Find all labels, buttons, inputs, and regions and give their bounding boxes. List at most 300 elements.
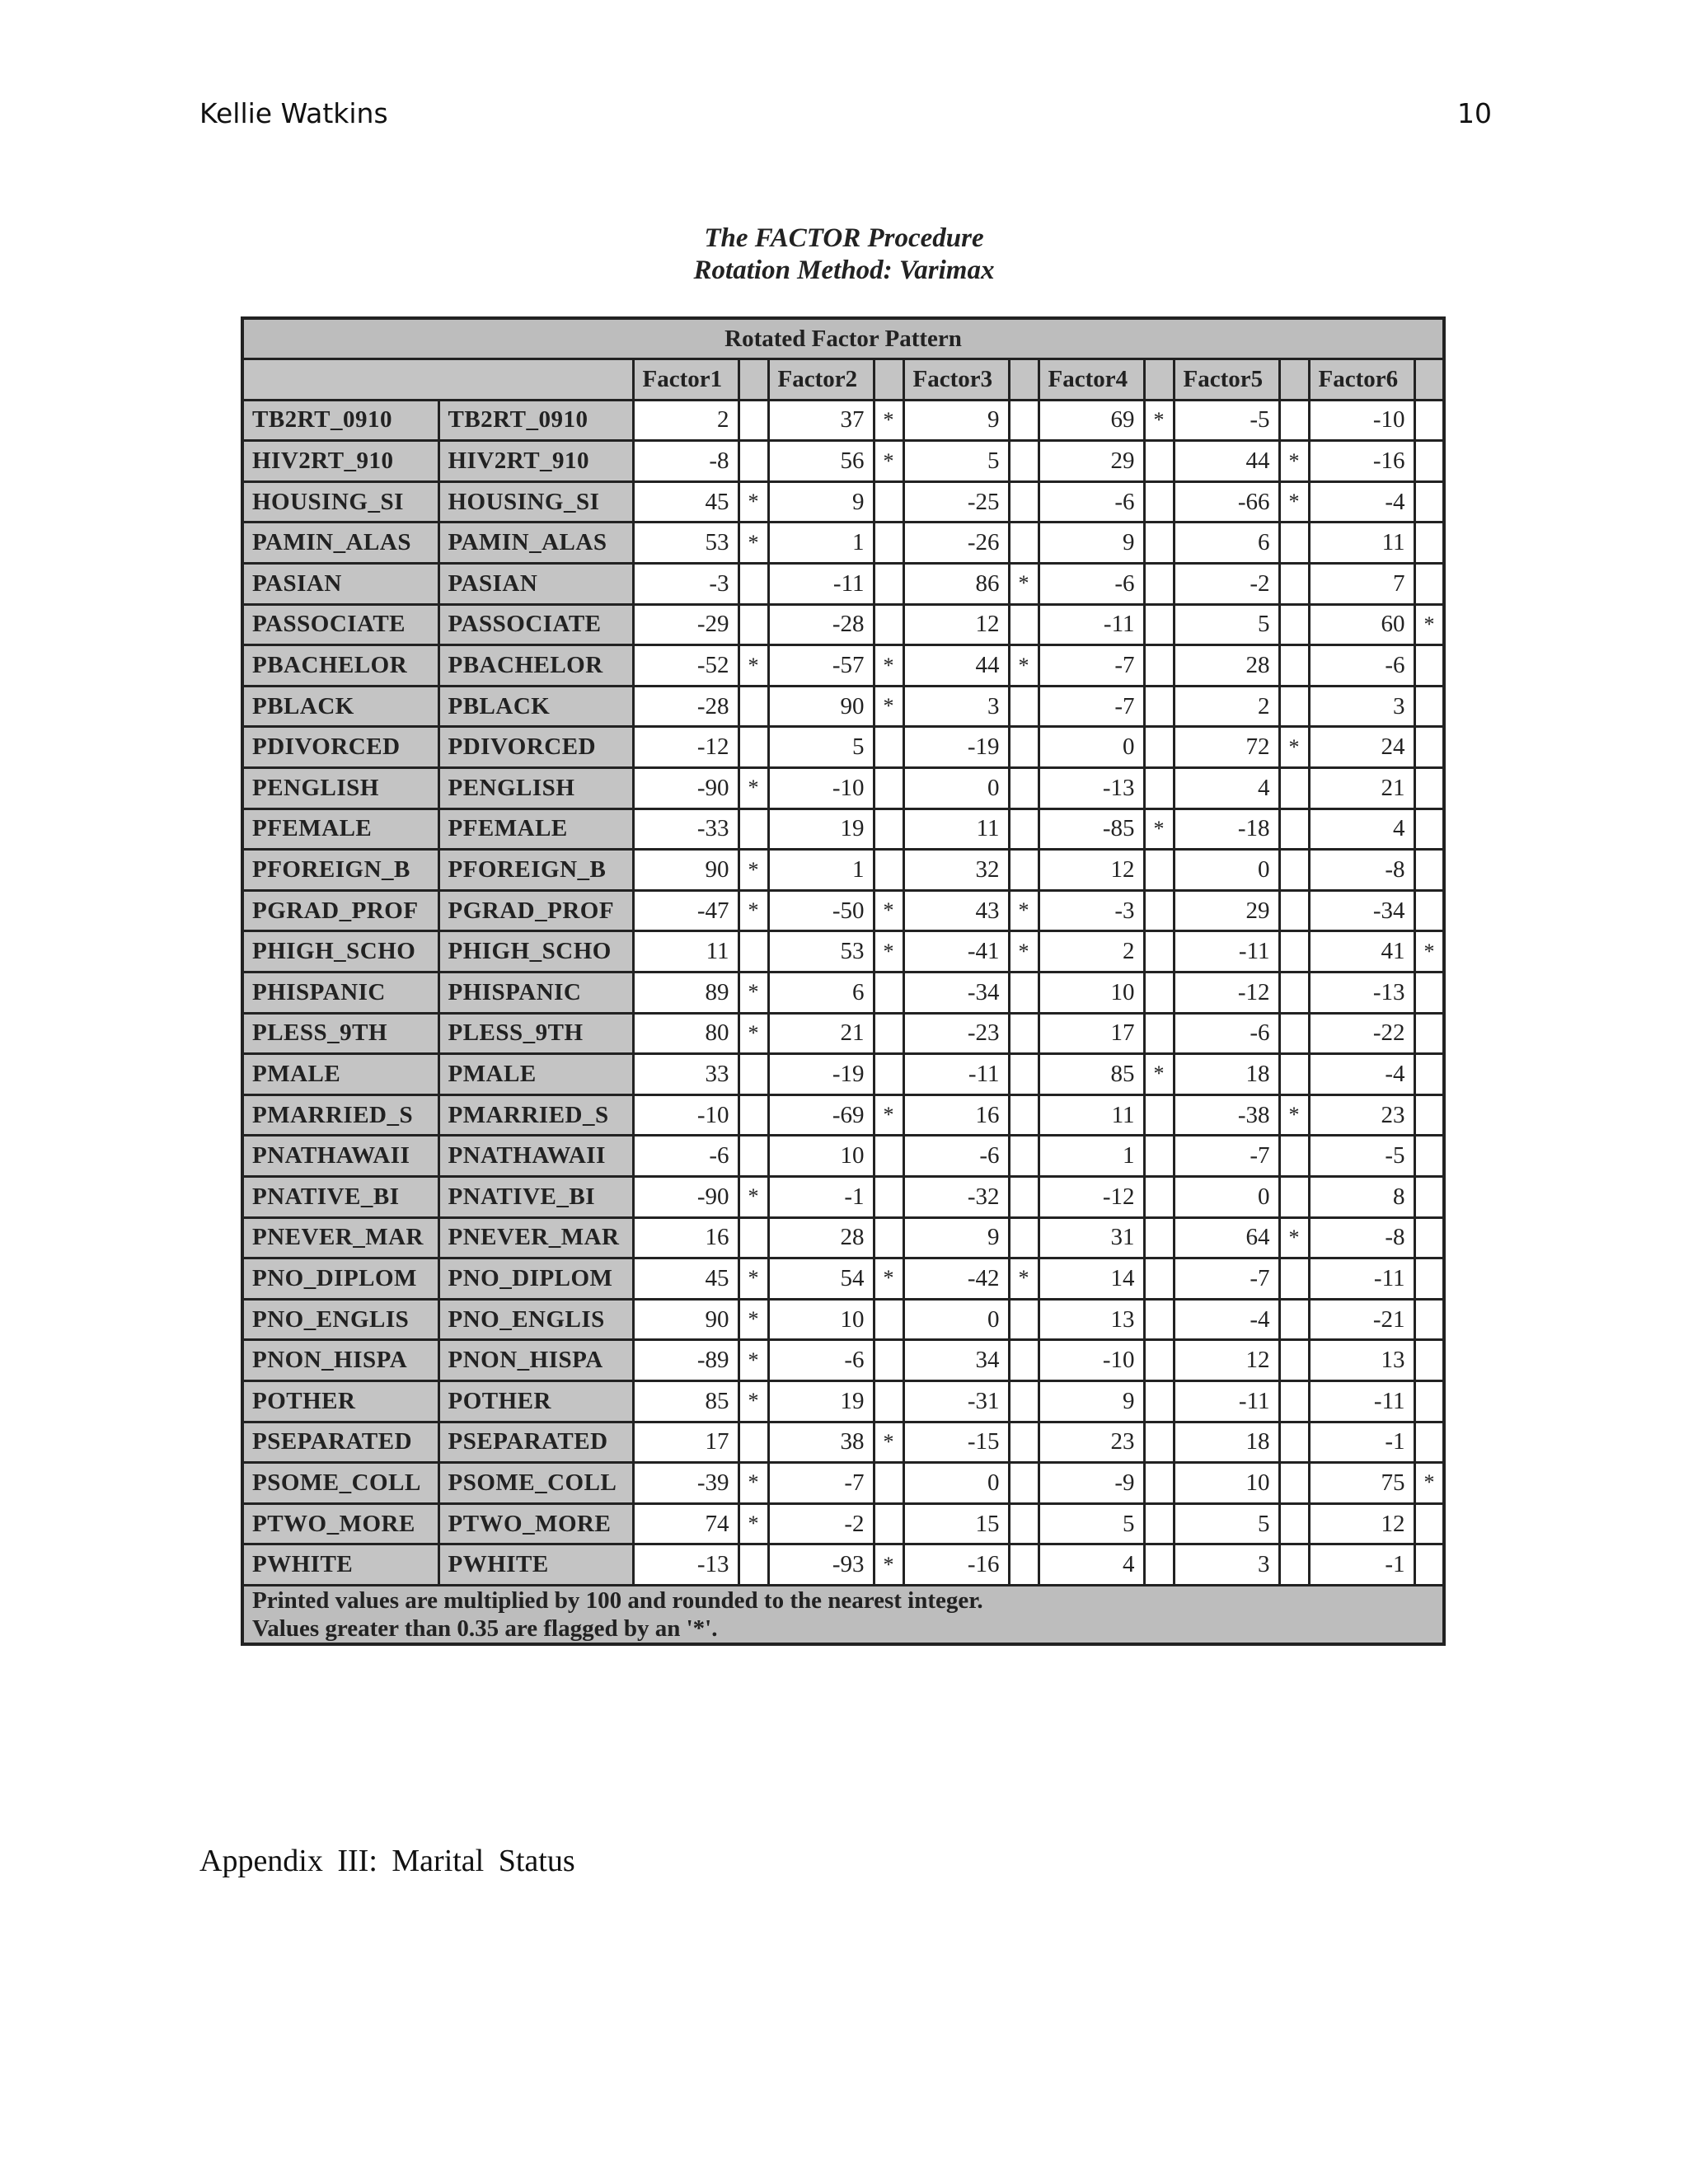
factor-loading: -7 [1039, 645, 1144, 687]
factor-loading: 54 [768, 1258, 874, 1300]
factor-loading: -1 [1309, 1422, 1414, 1463]
flag-marker: * [738, 1340, 768, 1381]
flag-marker [738, 564, 768, 605]
factor-loading: -8 [633, 441, 738, 482]
factor-loading: 0 [903, 1463, 1009, 1504]
factor-loading: 1 [768, 850, 874, 891]
flag-marker [1144, 1258, 1174, 1300]
table-caption: Rotated Factor Pattern [242, 318, 1444, 359]
flag-marker [1414, 1422, 1444, 1463]
variable-label: PNATHAWAII [438, 1136, 633, 1177]
flag-marker [1144, 1176, 1174, 1217]
flag-marker [1279, 1013, 1309, 1054]
factor-loading: -10 [633, 1094, 738, 1136]
flag-marker [1414, 1340, 1444, 1381]
flag-marker [1279, 1422, 1309, 1463]
factor-loading: -12 [1174, 972, 1279, 1014]
factor-loading: 1 [1039, 1136, 1144, 1177]
flag-marker [1009, 400, 1039, 441]
factor-loading: -66 [1174, 481, 1279, 523]
factor-loading: -32 [903, 1176, 1009, 1217]
flag-marker: * [738, 1299, 768, 1340]
variable-name: PSEPARATED [242, 1422, 438, 1463]
factor-loading: -6 [1309, 645, 1414, 687]
factor-loading: -18 [1174, 808, 1279, 850]
flag-marker [1009, 1299, 1039, 1340]
factor-loading: 3 [1174, 1544, 1279, 1586]
column-header: Factor4 [1039, 359, 1144, 401]
variable-name: PNON_HISPA [242, 1340, 438, 1381]
factor-loading: -23 [903, 1013, 1009, 1054]
flag-marker [1414, 768, 1444, 809]
factor-loading: -90 [633, 1176, 738, 1217]
factor-loading: 9 [903, 400, 1009, 441]
factor-loading: -34 [1309, 890, 1414, 931]
flag-marker: * [1279, 727, 1309, 768]
factor-loading: 24 [1309, 727, 1414, 768]
flag-marker [1144, 1340, 1174, 1381]
factor-loading: 0 [1039, 727, 1144, 768]
factor-loading: -6 [768, 1340, 874, 1381]
flag-marker: * [738, 1380, 768, 1422]
factor-loading: 11 [903, 808, 1009, 850]
factor-loading: 3 [903, 686, 1009, 727]
flag-marker [1279, 1380, 1309, 1422]
flag-marker [874, 1217, 903, 1258]
page-number: 10 [1457, 97, 1492, 129]
table-row [242, 481, 1444, 523]
flag-marker [874, 604, 903, 645]
flag-marker [1279, 1176, 1309, 1217]
factor-loading: 2 [1174, 686, 1279, 727]
factor-loading: 0 [903, 768, 1009, 809]
factor-loading: 32 [903, 850, 1009, 891]
factor-loading: -4 [1309, 1054, 1414, 1095]
flag-marker [1414, 972, 1444, 1014]
flag-marker: * [738, 645, 768, 687]
flag-marker [874, 481, 903, 523]
factor-loading: 5 [1174, 604, 1279, 645]
factor-loading: 5 [1039, 1503, 1144, 1544]
factor-loading: -25 [903, 481, 1009, 523]
flag-marker: * [874, 1422, 903, 1463]
flag-marker [1009, 850, 1039, 891]
flag-marker [738, 1544, 768, 1586]
variable-label: PBACHELOR [438, 645, 633, 687]
factor-loading: -11 [1309, 1380, 1414, 1422]
factor-loading: 4 [1174, 768, 1279, 809]
flag-marker [1144, 727, 1174, 768]
flag-marker: * [738, 1463, 768, 1504]
flag-marker [874, 1054, 903, 1095]
variable-label: PSOME_COLL [438, 1463, 633, 1504]
flag-marker [1279, 564, 1309, 605]
variable-label: PMALE [438, 1054, 633, 1095]
column-header: Factor3 [903, 359, 1009, 401]
variable-label: PLESS_9TH [438, 1013, 633, 1054]
flag-marker [1009, 686, 1039, 727]
flag-marker [1414, 686, 1444, 727]
variable-name: PFOREIGN_B [242, 850, 438, 891]
factor-loading: -34 [903, 972, 1009, 1014]
factor-loading: 3 [1309, 686, 1414, 727]
flag-marker [874, 808, 903, 850]
table-row [242, 604, 1444, 645]
flag-marker [1414, 400, 1444, 441]
flag-marker [1009, 768, 1039, 809]
factor-loading: 12 [1309, 1503, 1414, 1544]
flag-marker [874, 1380, 903, 1422]
factor-loading: 0 [1174, 1176, 1279, 1217]
factor-loading: 33 [633, 1054, 738, 1095]
flag-marker: * [874, 645, 903, 687]
footnote-line: Values greater than 0.35 are flagged by an '*'. [252, 1615, 718, 1642]
variable-label: PMARRIED_S [438, 1094, 633, 1136]
flag-marker [738, 1054, 768, 1095]
flag-marker: * [1279, 1217, 1309, 1258]
factor-loading: -7 [1174, 1258, 1279, 1300]
factor-loading: -11 [1174, 931, 1279, 972]
table-row [242, 564, 1444, 605]
table-row [242, 1054, 1444, 1095]
factor-loading: -7 [768, 1463, 874, 1504]
table-row [242, 727, 1444, 768]
factor-loading: 9 [1039, 1380, 1144, 1422]
factor-loading: 2 [1039, 931, 1144, 972]
factor-loading: 64 [1174, 1217, 1279, 1258]
variable-name: PNATHAWAII [242, 1136, 438, 1177]
flag-marker: * [1144, 808, 1174, 850]
factor-loading: 89 [633, 972, 738, 1014]
flag-marker [738, 441, 768, 482]
table-row [242, 1299, 1444, 1340]
flag-marker [1009, 481, 1039, 523]
variable-name: PTWO_MORE [242, 1503, 438, 1544]
table-row [242, 1544, 1444, 1586]
flag-marker [738, 1217, 768, 1258]
factor-loading: -11 [903, 1054, 1009, 1095]
factor-loading: 14 [1039, 1258, 1144, 1300]
factor-loading: 31 [1039, 1217, 1144, 1258]
factor-loading: -2 [1174, 564, 1279, 605]
header-blank-cell [242, 359, 633, 401]
flag-marker [1414, 1503, 1444, 1544]
flag-marker [1144, 564, 1174, 605]
flag-column-header [1009, 359, 1039, 401]
flag-marker: * [1279, 441, 1309, 482]
flag-marker [1009, 604, 1039, 645]
variable-label: PSEPARATED [438, 1422, 633, 1463]
flag-marker: * [1279, 481, 1309, 523]
factor-loading: -11 [768, 564, 874, 605]
flag-marker [1009, 808, 1039, 850]
flag-marker [1279, 890, 1309, 931]
variable-label: PDIVORCED [438, 727, 633, 768]
factor-loading: -6 [633, 1136, 738, 1177]
variable-label: PBLACK [438, 686, 633, 727]
flag-marker [1009, 1463, 1039, 1504]
flag-marker [738, 686, 768, 727]
flag-marker [1279, 1503, 1309, 1544]
flag-marker [1144, 441, 1174, 482]
flag-marker [1009, 523, 1039, 564]
factor-loading: -21 [1309, 1299, 1414, 1340]
flag-marker [1414, 1258, 1444, 1300]
variable-label: TB2RT_0910 [438, 400, 633, 441]
flag-marker [1144, 931, 1174, 972]
variable-label: PNON_HISPA [438, 1340, 633, 1381]
factor-loading: 11 [633, 931, 738, 972]
flag-marker [1279, 768, 1309, 809]
factor-loading: 10 [768, 1299, 874, 1340]
flag-marker [1414, 1136, 1444, 1177]
flag-marker: * [738, 481, 768, 523]
flag-marker [1009, 1217, 1039, 1258]
variable-label: PASSOCIATE [438, 604, 633, 645]
factor-loading: -4 [1309, 481, 1414, 523]
flag-marker [1414, 1013, 1444, 1054]
factor-loading: 9 [1039, 523, 1144, 564]
factor-loading: -10 [1039, 1340, 1144, 1381]
table-row [242, 768, 1444, 809]
factor-loading: 29 [1174, 890, 1279, 931]
flag-marker [1414, 523, 1444, 564]
table-row [242, 400, 1444, 441]
rotated-factor-pattern-table [241, 316, 1446, 1646]
table-row [242, 523, 1444, 564]
flag-marker [874, 972, 903, 1014]
flag-marker: * [738, 1503, 768, 1544]
variable-name: PHIGH_SCHO [242, 931, 438, 972]
factor-loading: -8 [1309, 850, 1414, 891]
flag-marker [1279, 1463, 1309, 1504]
procedure-title-block [0, 223, 1688, 287]
variable-label: PASIAN [438, 564, 633, 605]
factor-loading: 5 [903, 441, 1009, 482]
factor-loading: 11 [1309, 523, 1414, 564]
factor-loading: 56 [768, 441, 874, 482]
flag-marker [738, 1422, 768, 1463]
variable-label: PENGLISH [438, 768, 633, 809]
flag-marker [874, 850, 903, 891]
appendix-heading: Appendix III: Marital Status [199, 1844, 575, 1878]
factor-loading: 7 [1309, 564, 1414, 605]
factor-loading: 75 [1309, 1463, 1414, 1504]
factor-loading: 34 [903, 1340, 1009, 1381]
factor-loading: 2 [633, 400, 738, 441]
factor-loading: 90 [633, 1299, 738, 1340]
variable-label: PFOREIGN_B [438, 850, 633, 891]
factor-loading: -47 [633, 890, 738, 931]
factor-loading: -9 [1039, 1463, 1144, 1504]
factor-loading: 85 [633, 1380, 738, 1422]
variable-name: PNO_DIPLOM [242, 1258, 438, 1300]
factor-loading: -29 [633, 604, 738, 645]
factor-loading: 13 [1039, 1299, 1144, 1340]
factor-loading: -57 [768, 645, 874, 687]
table-row [242, 890, 1444, 931]
flag-marker: * [738, 1176, 768, 1217]
flag-marker [738, 604, 768, 645]
flag-marker [1279, 808, 1309, 850]
flag-marker [874, 1463, 903, 1504]
flag-marker [1414, 645, 1444, 687]
variable-label: PHISPANIC [438, 972, 633, 1014]
factor-loading: -19 [903, 727, 1009, 768]
flag-marker [1279, 686, 1309, 727]
flag-marker [1279, 1258, 1309, 1300]
flag-marker [874, 768, 903, 809]
table-row [242, 1463, 1444, 1504]
factor-loading: -31 [903, 1380, 1009, 1422]
variable-name: HOUSING_SI [242, 481, 438, 523]
flag-marker [1414, 727, 1444, 768]
variable-label: PAMIN_ALAS [438, 523, 633, 564]
flag-marker [1279, 850, 1309, 891]
flag-marker [738, 1136, 768, 1177]
table-row [242, 1136, 1444, 1177]
variable-name: PHISPANIC [242, 972, 438, 1014]
flag-marker [738, 1094, 768, 1136]
factor-loading: -33 [633, 808, 738, 850]
flag-marker [1144, 686, 1174, 727]
flag-marker [874, 727, 903, 768]
flag-marker: * [738, 523, 768, 564]
flag-marker: * [738, 768, 768, 809]
factor-loading: 0 [1174, 850, 1279, 891]
factor-loading: -13 [633, 1544, 738, 1586]
table-row [242, 808, 1444, 850]
factor-loading: -5 [1309, 1136, 1414, 1177]
variable-name: PNATIVE_BI [242, 1176, 438, 1217]
factor-loading: 17 [633, 1422, 738, 1463]
factor-loading: -52 [633, 645, 738, 687]
variable-name: PAMIN_ALAS [242, 523, 438, 564]
variable-name: PSOME_COLL [242, 1463, 438, 1504]
table-row [242, 1380, 1444, 1422]
factor-loading: 72 [1174, 727, 1279, 768]
factor-loading: -11 [1039, 604, 1144, 645]
factor-loading: -42 [903, 1258, 1009, 1300]
flag-marker: * [1144, 1054, 1174, 1095]
variable-name: PMALE [242, 1054, 438, 1095]
footnote-line: Printed values are multiplied by 100 and rounded to the nearest integer. [252, 1586, 983, 1614]
flag-marker [1009, 1544, 1039, 1586]
factor-loading: 12 [1039, 850, 1144, 891]
flag-column-header [874, 359, 903, 401]
flag-marker [1144, 1422, 1174, 1463]
flag-marker: * [1414, 931, 1444, 972]
factor-loading: 29 [1039, 441, 1144, 482]
flag-marker [1414, 1299, 1444, 1340]
flag-marker: * [874, 441, 903, 482]
flag-marker: * [1414, 1463, 1444, 1504]
flag-marker [1414, 1544, 1444, 1586]
flag-marker [1414, 1054, 1444, 1095]
factor-loading: 9 [768, 481, 874, 523]
factor-loading: 19 [768, 808, 874, 850]
table-row [242, 441, 1444, 482]
factor-loading: 1 [768, 523, 874, 564]
flag-marker [738, 808, 768, 850]
factor-loading: 37 [768, 400, 874, 441]
factor-loading: 17 [1039, 1013, 1144, 1054]
flag-marker [1414, 808, 1444, 850]
column-header: Factor5 [1174, 359, 1279, 401]
factor-loading: -6 [1039, 481, 1144, 523]
flag-column-header [1279, 359, 1309, 401]
factor-loading: -19 [768, 1054, 874, 1095]
factor-loading: -10 [1309, 400, 1414, 441]
factor-loading: 16 [903, 1094, 1009, 1136]
flag-marker [1144, 1299, 1174, 1340]
factor-loading: -22 [1309, 1013, 1414, 1054]
flag-marker [1144, 604, 1174, 645]
flag-marker [1009, 1013, 1039, 1054]
factor-loading: 4 [1309, 808, 1414, 850]
factor-loading: 85 [1039, 1054, 1144, 1095]
flag-marker: * [874, 686, 903, 727]
variable-label: PTWO_MORE [438, 1503, 633, 1544]
factor-loading: 15 [903, 1503, 1009, 1544]
variable-label: POTHER [438, 1380, 633, 1422]
factor-loading: 74 [633, 1503, 738, 1544]
factor-loading: -38 [1174, 1094, 1279, 1136]
flag-marker [1414, 890, 1444, 931]
flag-marker [1009, 1422, 1039, 1463]
factor-loading: -2 [768, 1503, 874, 1544]
flag-marker: * [738, 850, 768, 891]
factor-loading: 21 [1309, 768, 1414, 809]
variable-name: PLESS_9TH [242, 1013, 438, 1054]
flag-marker [1279, 1340, 1309, 1381]
flag-marker [1279, 972, 1309, 1014]
factor-loading: -11 [1309, 1258, 1414, 1300]
flag-marker [1279, 400, 1309, 441]
factor-loading: 12 [903, 604, 1009, 645]
factor-loading: 18 [1174, 1422, 1279, 1463]
variable-name: PWHITE [242, 1544, 438, 1586]
flag-marker: * [738, 890, 768, 931]
factor-loading: 10 [1174, 1463, 1279, 1504]
column-header: Factor2 [768, 359, 874, 401]
factor-loading: -11 [1174, 1380, 1279, 1422]
factor-loading: 16 [633, 1217, 738, 1258]
factor-loading: 41 [1309, 931, 1414, 972]
flag-marker: * [738, 972, 768, 1014]
factor-loading: 28 [1174, 645, 1279, 687]
flag-marker: * [1009, 1258, 1039, 1300]
flag-marker [1414, 1217, 1444, 1258]
variable-label: PGRAD_PROF [438, 890, 633, 931]
flag-marker [1279, 645, 1309, 687]
factor-loading: 53 [768, 931, 874, 972]
table-row [242, 850, 1444, 891]
flag-marker: * [738, 1013, 768, 1054]
flag-marker [1144, 1136, 1174, 1177]
flag-marker [1009, 1176, 1039, 1217]
table-row [242, 686, 1444, 727]
variable-name: PFEMALE [242, 808, 438, 850]
factor-loading: 4 [1039, 1544, 1144, 1586]
factor-loading: 11 [1039, 1094, 1144, 1136]
flag-marker [1279, 523, 1309, 564]
factor-loading: -28 [633, 686, 738, 727]
factor-loading: 5 [1174, 1503, 1279, 1544]
factor-loading: -6 [1174, 1013, 1279, 1054]
table-footnote [242, 1585, 1444, 1644]
factor-loading: 43 [903, 890, 1009, 931]
